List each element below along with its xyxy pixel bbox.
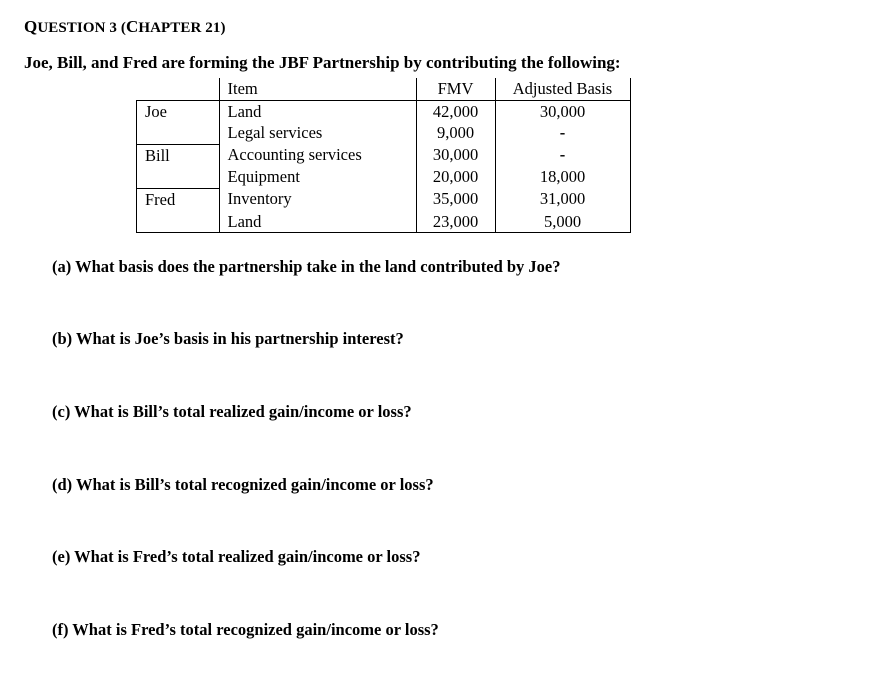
partner-cell [137, 211, 220, 233]
question-e: (e) What is Fred’s total realized gain/income or loss? [52, 547, 421, 566]
question-c: (c) What is Bill’s total realized gain/income or loss? [52, 402, 412, 421]
fmv-cell: 35,000 [416, 188, 495, 210]
fmv-cell: 23,000 [416, 211, 495, 233]
item-cell: Land [219, 100, 416, 122]
header-adjusted-basis: Adjusted Basis [495, 78, 630, 100]
header-item: Item [219, 78, 416, 100]
basis-cell: 30,000 [495, 100, 630, 122]
question-title: QUESTION 3 (CHAPTER 21) [24, 17, 226, 36]
table-row [137, 144, 631, 166]
item-cell: Equipment [219, 166, 416, 188]
item-cell: Inventory [219, 188, 416, 210]
fmv-cell: 9,000 [416, 122, 495, 144]
question-f: (f) What is Fred’s total recognized gain/income or loss? [52, 620, 439, 639]
basis-cell: 31,000 [495, 188, 630, 210]
table-header-row [137, 78, 631, 100]
item-cell: Legal services [219, 122, 416, 144]
fmv-cell: 42,000 [416, 100, 495, 122]
header-fmv: FMV [416, 78, 495, 100]
item-cell: Accounting services [219, 144, 416, 166]
table-row [137, 166, 631, 188]
partner-cell [137, 122, 220, 144]
basis-cell: 5,000 [495, 211, 630, 233]
partner-cell: Fred [137, 188, 220, 210]
fmv-cell: 30,000 [416, 144, 495, 166]
question-d: (d) What is Bill’s total recognized gain/income or loss? [52, 475, 434, 494]
question-a: (a) What basis does the partnership take in the land contributed by Joe? [52, 257, 561, 276]
basis-cell: - [495, 144, 630, 166]
table-row [137, 188, 631, 210]
basis-cell: 18,000 [495, 166, 630, 188]
intro-text: Joe, Bill, and Fred are forming the JBF Partnership by contributing the following: [24, 53, 621, 72]
basis-cell: - [495, 122, 630, 144]
item-cell: Land [219, 211, 416, 233]
partner-cell: Bill [137, 144, 220, 166]
table-row [137, 100, 631, 122]
fmv-cell: 20,000 [416, 166, 495, 188]
partner-cell: Joe [137, 100, 220, 122]
partner-cell [137, 166, 220, 188]
table-row [137, 211, 631, 233]
contribution-table [136, 78, 631, 233]
table-row [137, 122, 631, 144]
question-b: (b) What is Joe’s basis in his partnership interest? [52, 329, 404, 348]
header-partner-cell [137, 78, 220, 100]
